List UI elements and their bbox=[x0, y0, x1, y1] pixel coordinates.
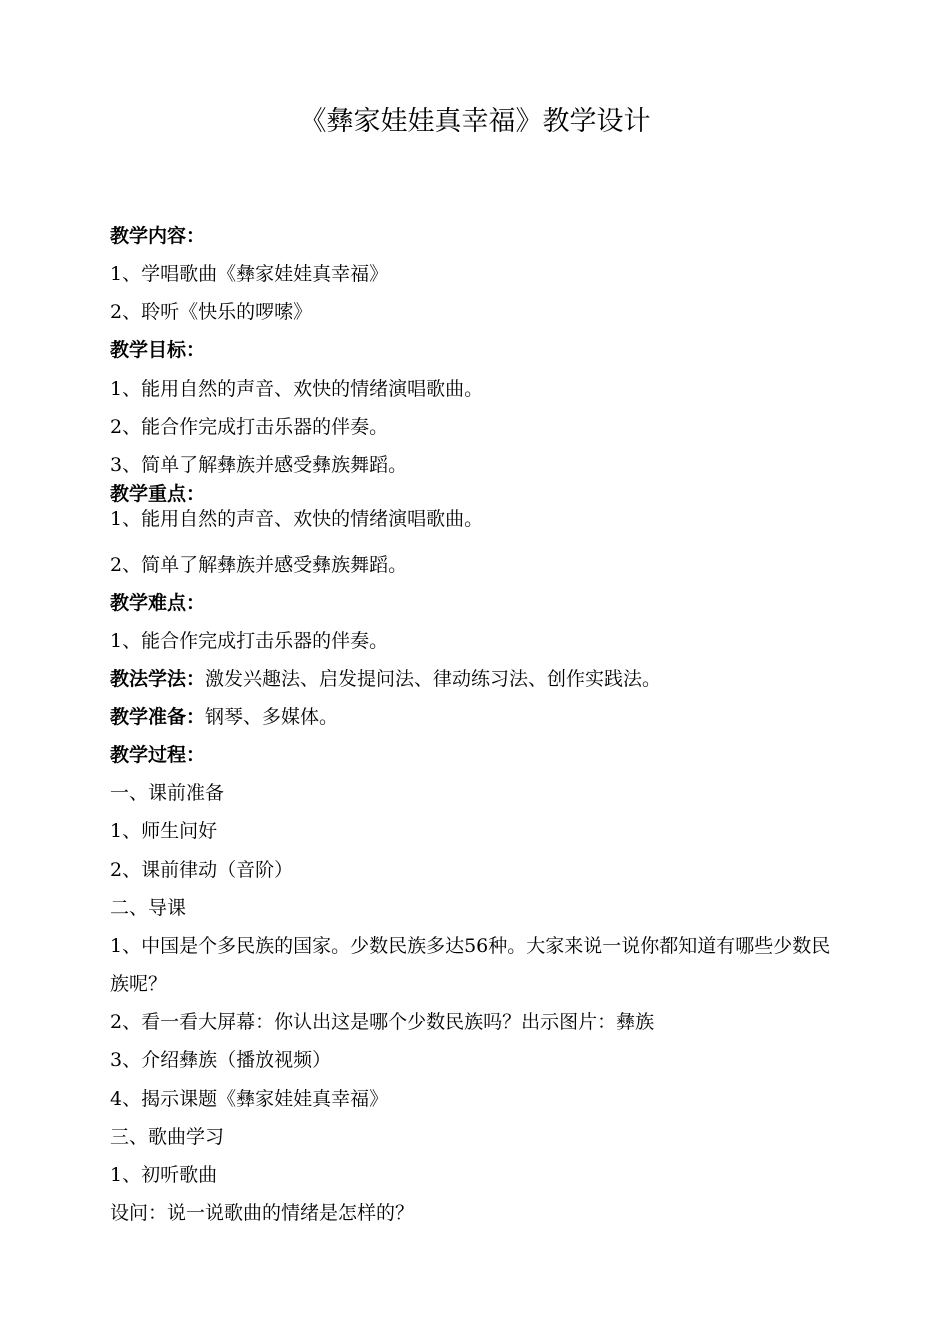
key-points-item-2: 2、简单了解彝族并感受彝族舞蹈。 bbox=[110, 554, 408, 576]
process-heading: 教学过程： bbox=[110, 744, 206, 766]
goals-item-2: 2、能合作完成打击乐器的伴奏。 bbox=[110, 416, 389, 438]
preparation-text: 钢琴、多媒体。 bbox=[205, 706, 339, 728]
methods-text: 激发兴趣法、启发提问法、律动练习法、创作实践法。 bbox=[205, 668, 662, 690]
document-title: 《彝家娃娃真幸福》教学设计 bbox=[299, 106, 651, 137]
difficulties-item-1: 1、能合作完成打击乐器的伴奏。 bbox=[110, 630, 389, 652]
process-line: 三、歌曲学习 bbox=[110, 1126, 225, 1148]
content-item-1: 1、学唱歌曲《彝家娃娃真幸福》 bbox=[110, 263, 389, 285]
goals-item-1: 1、能用自然的声音、欢快的情绪演唱歌曲。 bbox=[110, 378, 484, 400]
process-line: 一、课前准备 bbox=[110, 782, 225, 804]
process-line: 1、师生问好 bbox=[110, 820, 218, 842]
process-line: 4、揭示课题《彝家娃娃真幸福》 bbox=[110, 1088, 389, 1110]
content-heading: 教学内容： bbox=[110, 225, 206, 247]
process-line: 3、介绍彝族（播放视频） bbox=[110, 1049, 332, 1071]
process-line: 2、课前律动（音阶） bbox=[110, 859, 294, 881]
goals-item-3: 3、简单了解彝族并感受彝族舞蹈。 bbox=[110, 454, 408, 476]
process-line: 2、看一看大屏幕：你认出这是哪个少数民族吗？出示图片：彝族 bbox=[110, 1011, 655, 1033]
methods-line bbox=[110, 666, 845, 692]
goals-heading: 教学目标： bbox=[110, 339, 206, 361]
difficulties-heading: 教学难点： bbox=[110, 592, 206, 614]
process-line: 设问：说一说歌曲的情绪是怎样的？ bbox=[110, 1202, 415, 1224]
key-points-item-1: 1、能用自然的声音、欢快的情绪演唱歌曲。 bbox=[110, 508, 484, 530]
preparation-line bbox=[110, 704, 845, 730]
process-line: 1、初听歌曲 bbox=[110, 1164, 218, 1186]
process-line: 1、中国是个多民族的国家。少数民族多达56种。大家来说一说你都知道有哪些少数民族呢？ bbox=[110, 935, 831, 995]
preparation-label: 教学准备： bbox=[110, 706, 206, 728]
methods-label: 教法学法： bbox=[110, 668, 206, 690]
process-line: 二、导课 bbox=[110, 897, 187, 919]
key-points-heading: 教学重点： bbox=[110, 483, 206, 505]
content-item-2: 2、聆听《快乐的啰嗦》 bbox=[110, 301, 313, 323]
